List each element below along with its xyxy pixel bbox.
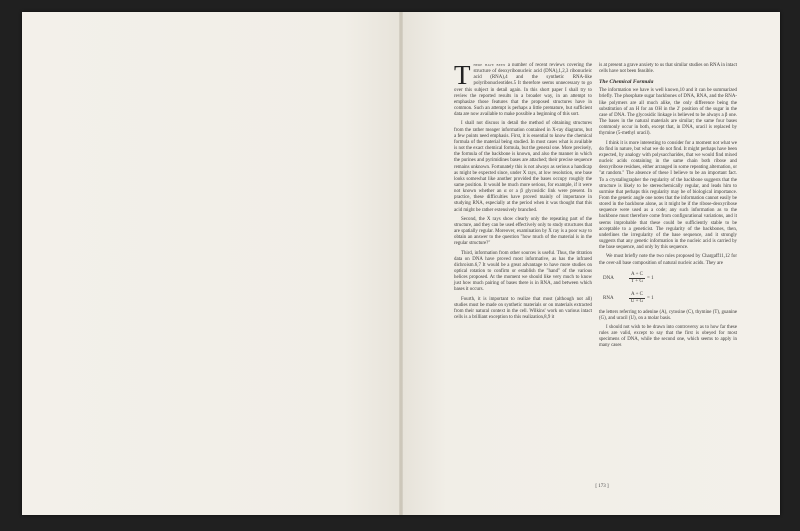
fraction (629, 272, 645, 285)
intro-text: a number of recent reviews covering the structure of deoxyribonucleic acid (DNA),1,2,3 ribonucleic acid (RNA),4 and the synthetic RNA-like polyribonucleotides.5 It therefore seems unnecessary to go over this subject in detail again. In this short paper I shall try to review the reported results in a broader way, in an attempt to emphasize those features that the proposed structures have in common. Such an attempt is perhaps a little premature, but sufficient data are now available to make possible a beginning of this sort. (454, 63, 592, 118)
paragraph: Third, information from other sources is useful. Thus, the titration data on DNA have proved most informative, as has the infrared dichroism.6,7 It would be a great advantage to have more studies on optical rotation to confirm or establish the "hand" of the various helices proposed. At the moment we should like very much to know just how much pairing of bases there is in RNA, and between which bases it occurs. (454, 250, 592, 293)
intro-smallcaps: here have been (473, 63, 506, 68)
denominator: T + G (631, 279, 643, 285)
numerator: A + C (631, 272, 643, 278)
paragraph: I think it is more interesting to consider for a moment not what we do find in nature, but what we do not find. It might perhaps have been expected, by analogy with polysaccharides, that we would find mixed nucleic acids containing in the same chain both ribose and deoxyribose residues, either arranged in some repeating alternation, or "at random." The absence of these I believe to be an important fact. To a crystallographer the regularity of the backbone suggests that the structure is likely to be stereochemically regular, and leads him to surmise that perhaps this regularity may be of biological importance. From the genetic angle one notes that the information cannot easily be stored in the backbone alone, as it might be if the ribose-deoxyribose sequence were used as a code; any such information as to the backbone must therefore come from configurational variations, and it seems improbable that these could be sufficiently stable to be acceptable to a geneticist. The regularity of the backbones, then, underlines the irregularity of the base sequence, and it strongly suggests that any genetic information in the nucleic acid is carried by the base sequence, and only by this sequence. (599, 140, 737, 251)
drop-cap: T (454, 60, 471, 90)
equals-one: = 1 (647, 295, 654, 301)
paragraph: The information we have is well known,10 and it can be summarized briefly. The phosphate sugar backbones of DNA, RNA, and the RNA-like polymers are all much alike, the only difference being the substitution of an H for an OH in the 2′ position of the sugar in the case of DNA. The glycosidic linkage is believed to be always a β one. The bases in the natural materials are similar; the same four bases commonly occur in both, except that, in DNA, uracil is replaced by thymine (5-methyl uracil). (599, 88, 737, 137)
formula-label: DNA (603, 275, 614, 281)
intro-paragraph (454, 60, 592, 118)
section-heading: The Chemical Formula (599, 79, 654, 86)
text-column-1 (454, 60, 592, 324)
denominator: U + G (630, 299, 644, 305)
left-page-blank (22, 12, 401, 515)
numerator: A + C (631, 292, 643, 298)
paragraph: I should not wish to be drawn into controversy as to how far these rules are valid, except to say that the first is obeyed for most specimens of DNA, while the second one, which seems to apply in many cases (599, 325, 737, 349)
text-column-2 (599, 63, 737, 353)
fraction (629, 292, 645, 305)
paragraph: Fourth, it is important to realize that most (although not all) studies must be made on synthetic materials or on materials extracted from their natural context in the cell. Wilkins' work on various intact cells is a brilliant exception to this realization,8,9 it (454, 296, 592, 321)
formula-label: RNA (603, 295, 614, 301)
paragraph: the letters referring to adenine (A), cytosine (C), thymine (T), guanine (G), and uracil (U), on a molar basis. (599, 309, 737, 321)
paragraph: Second, the X rays show clearly only the repeating part of the structure, and they can be used effectively only to study structures that are spatially regular. Moreover, examination by X ray is a poor way to obtain an answer to the question "how much of the material is in the regular structure?" (454, 216, 592, 247)
paragraph: We must briefly note the two rules proposed by Chargaff11,12 for the over-all base composition of natural nucleic acids. They are (599, 254, 737, 266)
paragraph-continued: is at present a grave anxiety to us that similar studies on RNA in intact cells have not been feasible. (599, 63, 737, 75)
formula-dna (599, 270, 737, 288)
page-number: [ 173 ] (595, 484, 609, 489)
paragraph: I shall not discuss in detail the method of obtaining structures from the rather meager information contained in X-ray diagrams, but a few points need emphasis. First, it is essential to know the chemical formula of the material being studied. In most cases what is available is not the exact chemical formula, but the general one. More precisely, the formula of the backbone is known, and also the manner in which the purines and pyrimidines bases are attached; their precise sequence remains unknown. Fortunately this is not always as serious a handicap as might be expected since, under X rays, at low resolution, one base looks somewhat like another provided the bases occupy roughly the same position. It would be much more serious, for example, if it were not known whether an α or a β glycosidic link were present. In practice, these difficulties have proved mainly of importance in studying RNA, especially at the period when it was thought that this acid might be rather extensively branched. (454, 121, 592, 213)
equals-one: = 1 (647, 275, 654, 281)
formula-rna (599, 290, 737, 308)
book-gutter (399, 12, 403, 515)
